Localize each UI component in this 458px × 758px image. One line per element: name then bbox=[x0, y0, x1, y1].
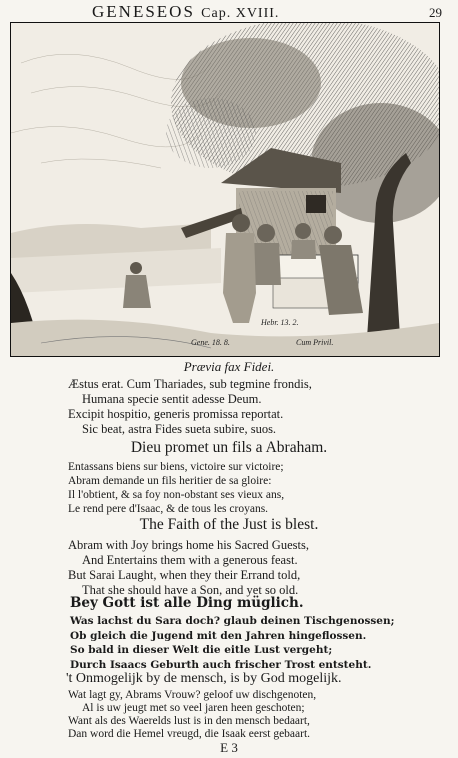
verse-line: Sic beat, astra Fides sueta subire, suos. bbox=[82, 422, 277, 436]
verse-line: Il l'obtient, & sa foy non-obstant ses vieux ans, bbox=[68, 489, 285, 501]
book-title: GENESEOS bbox=[92, 2, 195, 21]
verse-line: But Sarai Laught, when they their Errand told, bbox=[68, 568, 301, 582]
engraving-illustration bbox=[11, 23, 439, 356]
plate-inscription-right: Hebr. 13. 2. bbox=[261, 318, 299, 327]
verse-line: Æstus erat. Cum Thariades, sub tegmine frondis, bbox=[68, 377, 312, 391]
engraving-plate bbox=[10, 22, 440, 357]
german-verse bbox=[70, 614, 450, 672]
verse-line: Abram demande un fils heritier de sa gloire: bbox=[68, 475, 272, 487]
verse-line: Le rend pere d'Isaac, & de tous les croyans. bbox=[68, 503, 269, 515]
verse-line: Want als des Waerelds lust is in den mensch bedaart, bbox=[68, 715, 310, 727]
verse-line: Ob gleich die Jugend mit den Jahren hingeflossen. bbox=[70, 629, 367, 642]
verse-line: Abram with Joy brings home his Sacred Guests, bbox=[68, 538, 309, 552]
page-header bbox=[0, 2, 458, 22]
dutch-heading: 't Onmogelijk by de mensch, is by God mogelijk. bbox=[66, 671, 342, 686]
signature-mark: E 3 bbox=[220, 740, 238, 755]
plate-inscription-left: Gene. 18. 8. bbox=[191, 338, 230, 347]
running-title bbox=[92, 2, 279, 22]
verse-line: Was lachst du Sara doch? glaub deinen Tischgenossen; bbox=[70, 615, 395, 627]
verse-line: Durch Isaacs Geburth auch frischer Trost entsteht. bbox=[70, 658, 372, 671]
latin-verse bbox=[68, 377, 448, 437]
french-verse bbox=[68, 460, 448, 516]
verse-line: That she should have a Son, and yet so old. bbox=[82, 583, 299, 597]
english-heading: The Faith of the Just is blest. bbox=[139, 516, 319, 533]
verse-line: Dan word die Hemel vreugd, die Isaak eerst gebaart. bbox=[68, 728, 311, 740]
verse-line: Al is uw jeugt met so veel jaren heen geschoten; bbox=[82, 702, 305, 714]
verse-line: And Entertains them with a generous feast. bbox=[82, 553, 298, 567]
verse-line: Humana specie sentit adesse Deum. bbox=[82, 392, 262, 406]
verse-line: Wat lagt gy, Abrams Vrouw? geloof uw dischgenoten, bbox=[68, 689, 317, 701]
page-number: 29 bbox=[429, 5, 442, 20]
english-verse bbox=[68, 538, 448, 598]
chapter-label: Cap. XVIII. bbox=[201, 6, 280, 21]
verse-line: Excipit hospitio, generis promissa reportat. bbox=[68, 407, 284, 421]
verse-line: Entassans biens sur biens, victoire sur victoire; bbox=[68, 461, 284, 473]
verse-line: So bald in dieser Welt die eitle Lust vergeht; bbox=[70, 644, 333, 656]
german-heading: Bey Gott ist alle Ding müglich. bbox=[70, 595, 304, 611]
plate-privilege: Cum Privil. bbox=[296, 338, 334, 347]
dutch-verse bbox=[68, 689, 448, 741]
plate-caption: Prævia fax Fidei. bbox=[183, 359, 275, 374]
french-heading: Dieu promet un fils a Abraham. bbox=[130, 439, 328, 456]
